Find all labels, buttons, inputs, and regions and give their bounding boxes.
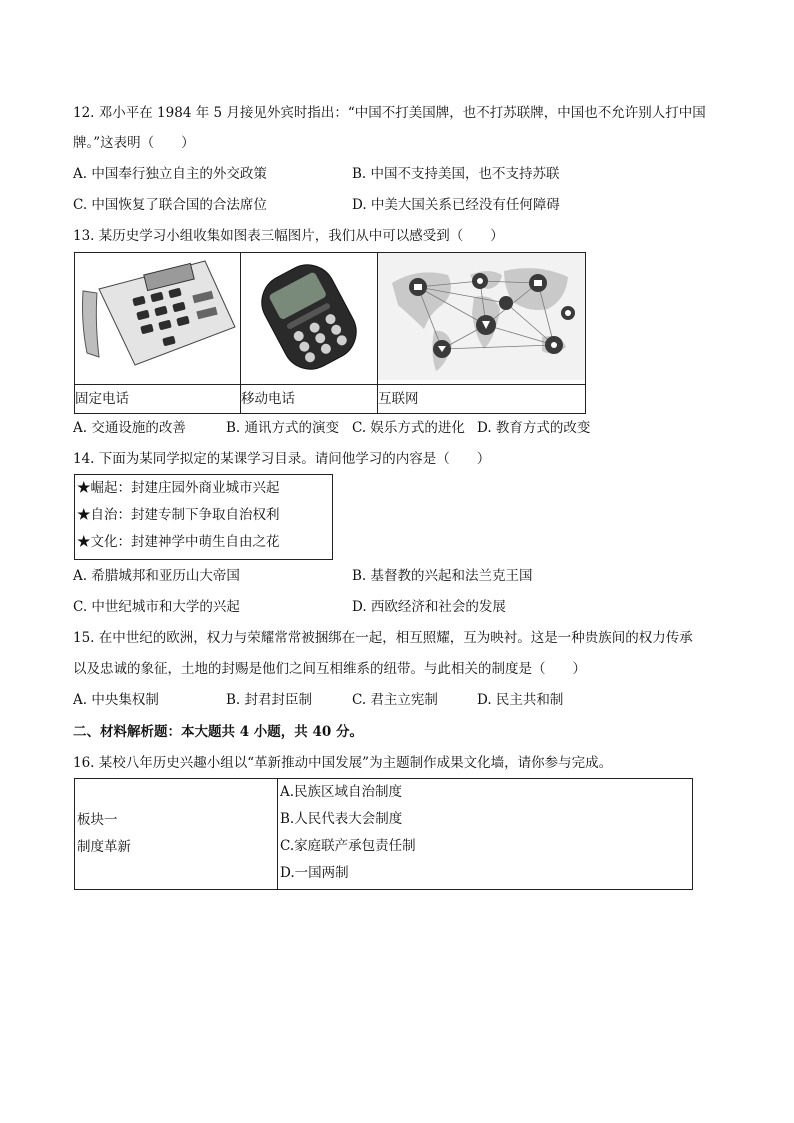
q15-stem-line1: 15. 在中世纪的欧洲，权力与荣耀常常被捆绑在一起，相互照耀，互为映衬。这是一种贵族间的权力传承 — [73, 630, 693, 646]
q16-block-label: 板块一 — [77, 812, 118, 828]
q12-option-a: A. 中国奉行独立自主的外交政策 — [73, 166, 267, 182]
q15-option-d: D. 民主共和制 — [477, 692, 564, 708]
landline-telephone-icon — [75, 253, 241, 385]
q15-option-a: A. 中央集权制 — [73, 692, 159, 708]
q13-option-c: C. 娱乐方式的进化 — [352, 420, 465, 436]
section-heading: 二、材料解析题：本大题共 4 小题，共 40 分。 — [73, 724, 363, 740]
q15-option-b: B. 封君封臣制 — [226, 692, 313, 708]
q15-option-c: C. 君主立宪制 — [352, 692, 438, 708]
q16-table — [74, 778, 693, 890]
q13-option-a: A. 交通设施的改善 — [73, 420, 186, 436]
q13-caption-internet: 互联网 — [378, 385, 586, 414]
q16-item: D.一国两制 — [280, 865, 349, 881]
q14-outline-box — [74, 474, 333, 560]
q12-option-c: C. 中国恢复了联合国的合法席位 — [73, 197, 267, 213]
q13-option-b: B. 通讯方式的演变 — [226, 420, 340, 436]
q12-stem-line2: 牌。”这表明（ ） — [73, 135, 195, 151]
q16-right-cell — [278, 779, 693, 890]
q12-stem-line1: 12. 邓小平在 1984 年 5 月接见外宾时指出：“中国不打美国牌，也不打苏联牌，中国也不允许别人打中国 — [73, 105, 706, 121]
q16-block-topic: 制度革新 — [77, 839, 131, 855]
q16-item: A.民族区域自治制度 — [280, 784, 403, 800]
q15-stem-line2: 以及忠诚的象征，土地的封赐是他们之间互相维系的纽带。与此相关的制度是（ ） — [73, 661, 586, 677]
q16-item: B.人民代表大会制度 — [280, 811, 403, 827]
q13-image-table — [74, 252, 586, 414]
q13-option-d: D. 教育方式的改变 — [477, 420, 591, 436]
mobile-phone-icon — [241, 253, 378, 385]
q16-left-cell — [75, 779, 278, 890]
q16-stem: 16. 某校八年历史兴趣小组以“革新推动中国发展”为主题制作成果文化墙，请你参与完成。 — [73, 755, 613, 771]
q12-option-b: B. 中国不支持美国，也不支持苏联 — [352, 166, 560, 182]
q13-stem: 13. 某历史学习小组收集如图表三幅图片，我们从中可以感受到（ ） — [73, 228, 504, 244]
q14-outline-line: ★崛起：封建庄园外商业城市兴起 — [77, 480, 280, 496]
q14-option-a: A. 希腊城邦和亚历山大帝国 — [73, 568, 240, 584]
q14-option-d: D. 西欧经济和社会的发展 — [352, 599, 506, 615]
q16-item: C.家庭联产承包责任制 — [280, 838, 416, 854]
world-network-map-icon — [378, 253, 586, 385]
q13-caption-landline: 固定电话 — [75, 385, 241, 414]
q13-caption-mobile: 移动电话 — [241, 385, 378, 414]
q14-outline-line: ★自治：封建专制下争取自治权利 — [77, 507, 280, 523]
q12-option-d: D. 中美大国关系已经没有任何障碍 — [352, 197, 560, 213]
q14-option-c: C. 中世纪城市和大学的兴起 — [73, 599, 240, 615]
q14-stem: 14. 下面为某同学拟定的某课学习目录。请问他学习的内容是（ ） — [73, 451, 491, 467]
q14-option-b: B. 基督教的兴起和法兰克王国 — [352, 568, 533, 584]
q14-outline-line: ★文化：封建神学中萌生自由之花 — [77, 534, 280, 550]
